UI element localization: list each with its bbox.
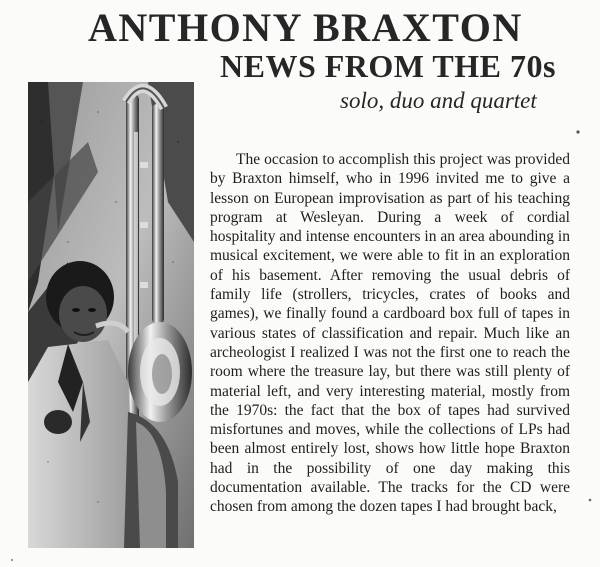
article-subtitle: NEWS FROM THE 70s <box>220 48 556 84</box>
page-title: ANTHONY BRAXTON <box>88 5 523 50</box>
saxophonist-photo-icon <box>28 82 194 548</box>
article-tagline: solo, duo and quartet <box>340 88 537 113</box>
article-body: The occasion to accomplish this project was provided by Braxton himself, who in 1996 invited me to give a lesson on European improvisation as part of his teaching program at Wesleyan. During a week of cordial hospitality and intense encounters in an area abounding in musical excitement, we were able to fit in an exploration of his basement. After removing the usual debris of family life (strollers, tricycles, crates of books and games), we finally found a cardboard box full of tapes in various states of classification and repair. Much like an archeologist I realized I was not the first one to reach the room where the treasure lay, but there was still plenty of material left, and very interesting material, mostly from the 1970s: the fact that the box of tapes had survived misfortunes and moves, while the collections of LPs had been almost entirely lost, shows how little hope Braxton had in the possibility of one day making this documentation available. The tracks for the CD were chosen from among the dozen tapes I had brought back, <box>210 151 570 516</box>
